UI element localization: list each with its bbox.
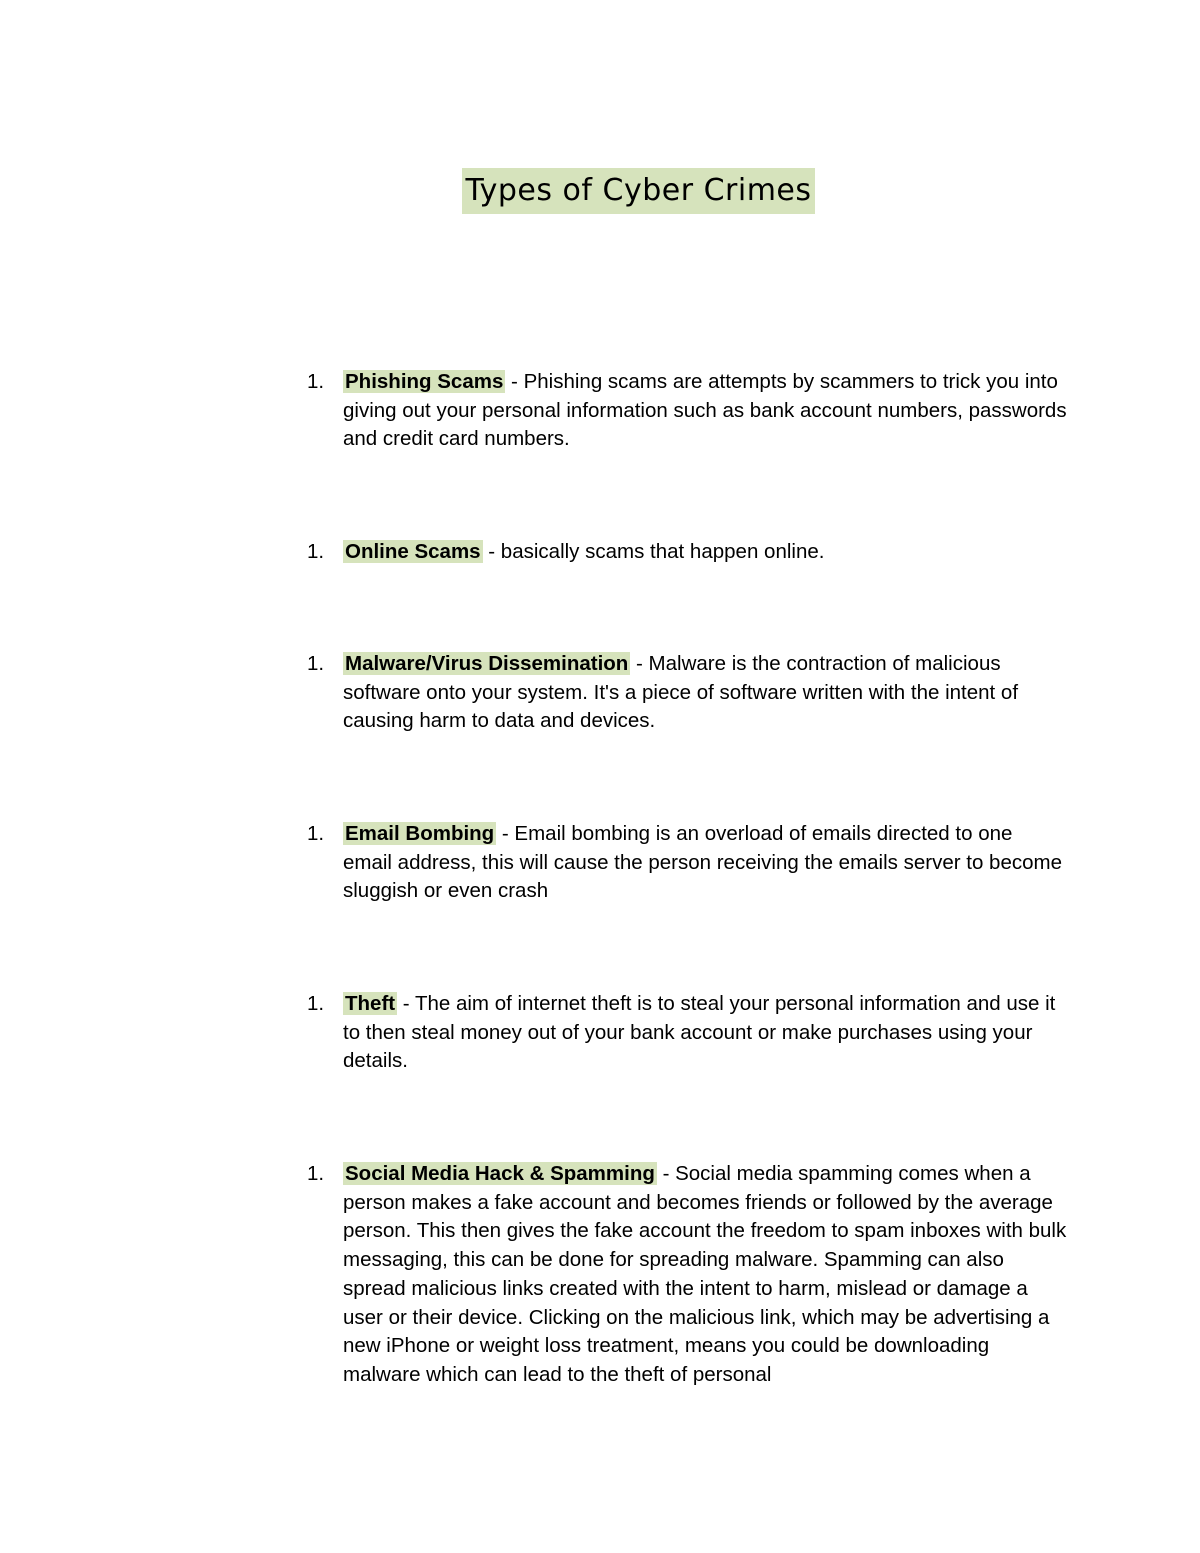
- item-description: - Email bombing is an overload of emails directed to one email address, this will cause the person receiving the emails server to become sluggish or even crash: [343, 822, 1062, 903]
- page-title: Types of Cyber Crimes: [462, 168, 815, 214]
- item-number: 1.: [307, 370, 325, 393]
- item-description: - The aim of internet theft is to steal your personal information and use it to then steal money out of your bank account or make purchases using your details.: [343, 992, 1056, 1073]
- item-text: [343, 368, 1067, 454]
- item-description: - Social media spamming comes when a person makes a fake account and becomes friends or followed by the average person. This then gives the fake account the freedom to spam inboxes with bulk messaging, this can be done for spreading malware. Spamming can also spread malicious links created with the intent to harm, mislead or damage a user or their device. Clicking on the malicious link, which may be advertising a new iPhone or weight loss treatment, means you could be downloading malware which can lead to the theft of personal: [343, 1162, 1067, 1386]
- item-description: - Phishing scams are attempts by scammers to trick you into giving out your personal information such as bank account numbers, passwords and credit card numbers.: [343, 370, 1067, 451]
- item-term: Malware/Virus Dissemination: [345, 652, 629, 675]
- item-term: Online Scams: [345, 540, 481, 563]
- item-number: 1.: [307, 540, 325, 563]
- list-item-malware-virus-dissemination: [307, 650, 1067, 736]
- item-text: [343, 820, 1067, 906]
- item-term: Phishing Scams: [345, 370, 504, 393]
- item-number: 1.: [307, 652, 325, 675]
- item-description: - Malware is the contraction of malicious software onto your system. It's a piece of software written with the intent of causing harm to data and devices.: [343, 652, 1019, 733]
- item-number: 1.: [307, 822, 325, 845]
- list-item-theft: [307, 990, 1067, 1076]
- list-item-phishing-scams: [307, 368, 1067, 454]
- item-text: [343, 1160, 1067, 1390]
- item-number: 1.: [307, 1162, 325, 1185]
- list-item-online-scams: [307, 538, 1067, 567]
- item-description: - basically scams that happen online.: [482, 540, 825, 563]
- item-term: Email Bombing: [345, 822, 495, 845]
- list-item-social-media-hack-spamming: [307, 1160, 1067, 1390]
- list-item-email-bombing: [307, 820, 1067, 906]
- item-number: 1.: [307, 992, 325, 1015]
- item-text: [343, 538, 1067, 567]
- item-text: [343, 990, 1067, 1076]
- item-term: Theft: [345, 992, 396, 1015]
- item-term: Social Media Hack & Spamming: [345, 1162, 655, 1185]
- item-text: [343, 650, 1067, 736]
